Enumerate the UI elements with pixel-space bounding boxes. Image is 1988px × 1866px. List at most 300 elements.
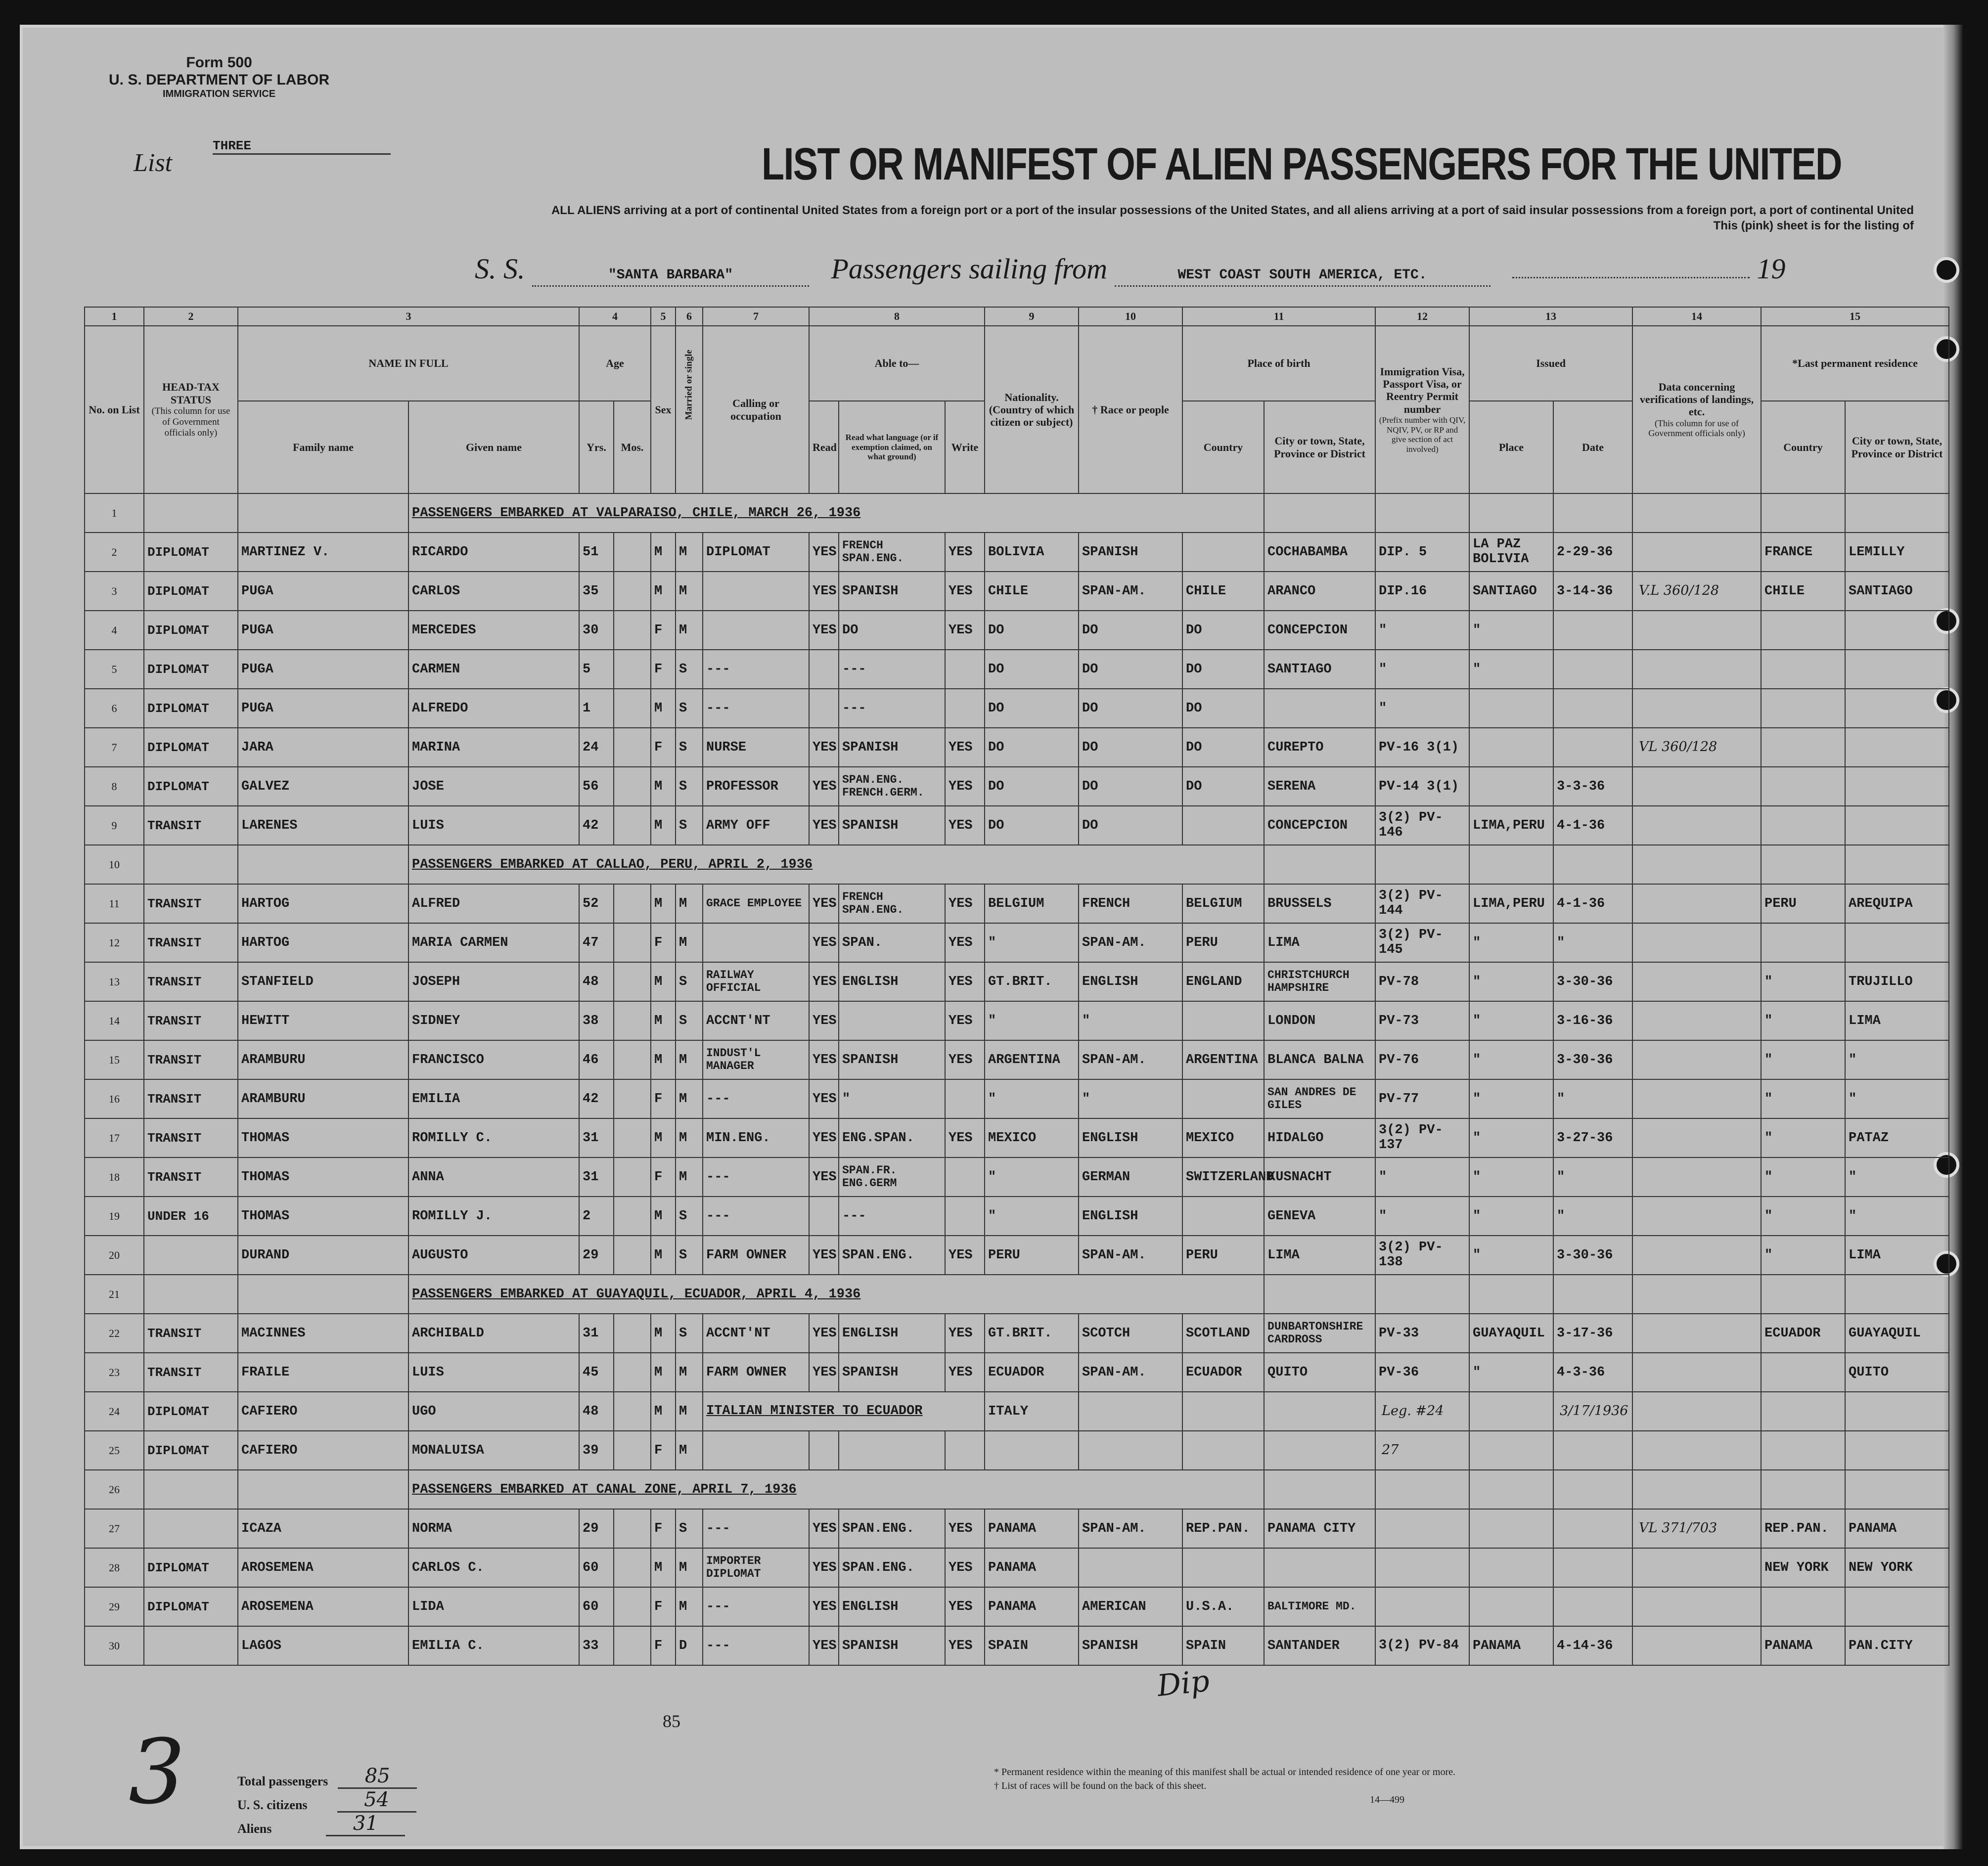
empty-cell [1553,1470,1632,1509]
write-cell: YES [945,1314,985,1353]
residence-city-cell: GUAYAQUIL [1845,1314,1949,1353]
row-number: 22 [85,1314,144,1353]
age-years-cell: 31 [579,1118,614,1157]
row-number: 17 [85,1118,144,1157]
read-language-cell: ENG.SPAN. [839,1118,945,1157]
age-years-cell: 42 [579,806,614,845]
empty-cell [1375,845,1469,884]
nationality-cell: PANAMA [985,1509,1079,1548]
marital-status-cell: S [676,806,703,845]
birth-country-cell: BELGIUM [1182,884,1264,923]
sex-cell: M [651,1392,676,1431]
col-read: Read [809,401,839,493]
residence-city-cell: " [1845,1079,1949,1118]
marital-status-cell: M [676,1157,703,1197]
passenger-row [85,1118,1949,1157]
col-last-residence: *Last permanent residence [1761,326,1949,401]
given-name-cell: LIDA [408,1587,579,1626]
residence-city-cell [1845,689,1949,728]
handwritten-note: VL 360/128 [1639,739,1717,755]
age-years-cell: 2 [579,1197,614,1236]
residence-country-cell: REP.PAN. [1761,1509,1845,1548]
family-name-cell: THOMAS [238,1118,408,1157]
occupation-cell: PROFESSOR [703,767,809,806]
issued-place-cell: " [1469,1236,1553,1275]
column-number: 3 [238,307,579,326]
empty-cell [1845,1470,1949,1509]
read-cell: YES [809,1001,839,1040]
col-place-of-birth: Place of birth [1182,326,1375,401]
empty-cell [1375,1470,1469,1509]
residence-country-cell [1761,1353,1845,1392]
issued-place-cell: PANAMA [1469,1626,1553,1665]
birth-country-cell: U.S.A. [1182,1587,1264,1626]
head-tax-cell: DIPLOMAT [144,611,238,650]
issued-place-cell: LIMA,PERU [1469,884,1553,923]
age-months-cell [614,689,651,728]
visa-cell [1375,1509,1469,1548]
sailing-label: Passengers sailing from [831,253,1108,285]
nationality-cell: DO [985,728,1079,767]
family-name-cell: MACINNES [238,1314,408,1353]
empty-cell [144,845,238,884]
head-tax-cell: DIPLOMAT [144,689,238,728]
age-months-cell [614,767,651,806]
given-name-cell: MERCEDES [408,611,579,650]
family-name-cell: PUGA [238,611,408,650]
col-visa-title: Immigration Visa, Passport Visa, or Reentry Permit number [1380,365,1465,415]
residence-country-cell: " [1761,1197,1845,1236]
age-months-cell [614,1587,651,1626]
family-name-cell: PUGA [238,689,408,728]
family-name-cell: PUGA [238,650,408,689]
passenger-row [85,1509,1949,1548]
family-name-cell: THOMAS [238,1197,408,1236]
us-citizens-label: U. S. citizens [237,1798,308,1812]
age-months-cell [614,1001,651,1040]
issued-date-cell [1553,611,1632,650]
race-cell: DO [1079,611,1182,650]
nationality-cell: MEXICO [985,1118,1079,1157]
age-years-cell: 52 [579,884,614,923]
col-nationality: Nationality. (Country of which citizen or subject) [985,326,1079,493]
footnote-residence: * Permanent residence within the meaning of this manifest shall be actual or intended residence of one year or more. [994,1767,1456,1777]
read-language-cell: SPAN. [839,923,945,962]
birth-country-cell: PERU [1182,923,1264,962]
age-years-cell: 56 [579,767,614,806]
head-tax-cell: DIPLOMAT [144,650,238,689]
header-row-1 [85,326,1949,401]
read-language-cell: SPAN.ENG. [839,1548,945,1587]
issued-place-cell: GUAYAQUIL [1469,1314,1553,1353]
family-name-cell: AROSEMENA [238,1548,408,1587]
row-number: 19 [85,1197,144,1236]
read-cell: YES [809,1040,839,1079]
given-name-cell: SIDNEY [408,1001,579,1040]
head-tax-cell: TRANSIT [144,1001,238,1040]
col-family-name: Family name [238,401,408,493]
occupation-cell: ARMY OFF [703,806,809,845]
col-no-on-list: No. on List [85,326,144,493]
age-years-cell: 48 [579,1392,614,1431]
landing-data-cell [1632,1118,1761,1157]
head-tax-cell: TRANSIT [144,962,238,1001]
age-months-cell [614,962,651,1001]
age-years-cell: 60 [579,1548,614,1587]
residence-country-cell: ECUADOR [1761,1314,1845,1353]
write-cell [945,1431,985,1470]
passenger-row [85,1040,1949,1079]
residence-country-cell: PERU [1761,884,1845,923]
family-name-cell: PUGA [238,572,408,611]
marital-status-cell: M [676,1392,703,1431]
nationality-cell: DO [985,806,1079,845]
age-months-cell [614,1548,651,1587]
issued-date-cell [1553,1431,1632,1470]
nationality-cell: DO [985,767,1079,806]
given-name-cell: ARCHIBALD [408,1314,579,1353]
passenger-row [85,923,1949,962]
birth-city-cell: KUSNACHT [1264,1157,1375,1197]
landing-data-cell [1632,1587,1761,1626]
aliens-row [237,1813,417,1836]
empty-cell [1469,1275,1553,1314]
residence-city-cell: LIMA [1845,1001,1949,1040]
col-married-label: Married or single [683,349,694,420]
birth-city-cell: GENEVA [1264,1197,1375,1236]
handwritten-note: V.L 360/128 [1639,583,1719,598]
read-cell: YES [809,962,839,1001]
visa-cell: PV-36 [1375,1353,1469,1392]
issued-date-cell [1553,1587,1632,1626]
form-number: Form 500 [186,54,252,71]
head-tax-cell [144,1509,238,1548]
row-number: 3 [85,572,144,611]
section-row [85,845,1949,884]
birth-city-cell [1264,689,1375,728]
issued-date-cell: " [1553,923,1632,962]
race-cell: FRENCH [1079,884,1182,923]
age-months-cell [614,1236,651,1275]
col-head-tax [144,326,238,493]
col-birth-city: City or town, State, Province or District [1264,401,1375,493]
age-months-cell [614,1040,651,1079]
row-number: 18 [85,1157,144,1197]
sex-cell: F [651,1509,676,1548]
occupation-cell: DIPLOMAT [703,533,809,572]
head-tax-cell: DIPLOMAT [144,1392,238,1431]
marital-status-cell: S [676,1001,703,1040]
birth-city-cell: QUITO [1264,1353,1375,1392]
age-years-cell: 29 [579,1509,614,1548]
row-number: 16 [85,1079,144,1118]
residence-country-cell: PANAMA [1761,1626,1845,1665]
landing-data-cell [1632,1509,1761,1548]
race-cell: SPAN-AM. [1079,1353,1182,1392]
row-number: 8 [85,767,144,806]
col-race: † Race or people [1079,326,1182,493]
visa-cell: 3(2) PV-146 [1375,806,1469,845]
birth-city-cell: LONDON [1264,1001,1375,1040]
visa-cell: " [1375,650,1469,689]
occupation-cell: --- [703,1587,809,1626]
race-cell [1079,1392,1182,1431]
visa-cell: 3(2) PV-145 [1375,923,1469,962]
us-citizens-value: 54 [337,1788,416,1813]
birth-city-cell: CUREPTO [1264,728,1375,767]
col-issued-date: Date [1553,401,1632,493]
birth-country-cell [1182,533,1264,572]
occupation-cell [703,611,809,650]
birth-country-cell [1182,1079,1264,1118]
sailing-from: WEST COAST SOUTH AMERICA, ETC. [1177,267,1427,283]
head-tax-cell [144,1626,238,1665]
marital-status-cell: S [676,650,703,689]
marital-status-cell: S [676,1236,703,1275]
given-name-cell: ROMILLY J. [408,1197,579,1236]
visa-cell: PV-78 [1375,962,1469,1001]
head-tax-cell: TRANSIT [144,1040,238,1079]
empty-cell [1632,845,1761,884]
landing-data-cell [1632,1548,1761,1587]
landing-data-cell [1632,806,1761,845]
subtitle-line-2: This (pink) sheet is for the listing of [1713,219,1914,233]
occupation-cell: --- [703,1197,809,1236]
sex-cell: F [651,611,676,650]
nationality-cell: SPAIN [985,1626,1079,1665]
head-tax-cell: TRANSIT [144,1118,238,1157]
residence-country-cell: " [1761,1001,1845,1040]
marital-status-cell: M [676,884,703,923]
visa-cell [1375,1548,1469,1587]
marital-status-cell: D [676,1626,703,1665]
family-name-cell: STANFIELD [238,962,408,1001]
marital-status-cell: S [676,689,703,728]
age-months-cell [614,728,651,767]
column-number: 1 [85,307,144,326]
service-name: IMMIGRATION SERVICE [162,89,276,99]
birth-city-cell: ARANCO [1264,572,1375,611]
row-number: 6 [85,689,144,728]
residence-city-cell [1845,767,1949,806]
empty-cell [1845,1275,1949,1314]
marital-status-cell: M [676,1079,703,1118]
row-number: 11 [85,884,144,923]
form-code: 14—499 [1370,1794,1404,1805]
race-cell: SPAN-AM. [1079,1236,1182,1275]
occupation-cell: FARM OWNER [703,1236,809,1275]
visa-cell: 3(2) PV-137 [1375,1118,1469,1157]
read-language-cell: ENGLISH [839,1587,945,1626]
row-number: 14 [85,1001,144,1040]
sex-cell: M [651,572,676,611]
empty-cell [238,1275,408,1314]
landing-data-cell [1632,728,1761,767]
empty-cell [1264,845,1375,884]
visa-cell [1375,1392,1469,1431]
read-language-cell: SPANISH [839,806,945,845]
visa-cell: PV-77 [1375,1079,1469,1118]
read-cell: YES [809,884,839,923]
empty-cell [1845,845,1949,884]
birth-city-cell: SAN ANDRES DE GILES [1264,1079,1375,1118]
marital-status-cell: M [676,572,703,611]
nationality-cell: DO [985,611,1079,650]
passenger-row [85,1626,1949,1665]
passenger-row [85,767,1949,806]
write-cell: YES [945,806,985,845]
age-months-cell [614,1392,651,1431]
passenger-row [85,1587,1949,1626]
birth-city-cell: COCHABAMBA [1264,533,1375,572]
col-birth-country: Country [1182,401,1264,493]
row-number: 23 [85,1353,144,1392]
race-cell: DO [1079,650,1182,689]
age-months-cell [614,1626,651,1665]
empty-cell [1761,493,1845,533]
row-number: 24 [85,1392,144,1431]
birth-city-cell: SANTANDER [1264,1626,1375,1665]
birth-country-cell [1182,1431,1264,1470]
age-months-cell [614,1118,651,1157]
write-cell: YES [945,1118,985,1157]
footnotes [994,1765,1455,1807]
issued-place-cell [1469,689,1553,728]
total-passengers-value: 85 [338,1765,417,1789]
read-cell: YES [809,1157,839,1197]
residence-country-cell [1761,1431,1845,1470]
read-cell: YES [809,1079,839,1118]
read-cell: YES [809,1626,839,1665]
nationality-cell: GT.BRIT. [985,962,1079,1001]
issued-date-cell: 3-30-36 [1553,1040,1632,1079]
age-months-cell [614,650,651,689]
handwritten-note: Leg. #24 [1382,1403,1444,1419]
given-name-cell: LUIS [408,1353,579,1392]
family-name-cell: LAGOS [238,1626,408,1665]
race-cell: DO [1079,767,1182,806]
race-cell: DO [1079,728,1182,767]
read-cell: YES [809,1548,839,1587]
landing-data-cell [1632,1197,1761,1236]
visa-cell: " [1375,611,1469,650]
residence-country-cell: " [1761,1157,1845,1197]
us-citizens-row [237,1789,417,1813]
given-name-cell: ALFRED [408,884,579,923]
family-name-cell: GALVEZ [238,767,408,806]
family-name-cell: THOMAS [238,1157,408,1197]
birth-city-cell: HIDALGO [1264,1118,1375,1157]
birth-country-cell: PERU [1182,1236,1264,1275]
birth-country-cell [1182,1548,1264,1587]
marital-status-cell: M [676,611,703,650]
empty-cell [1632,1275,1761,1314]
birth-country-cell: SPAIN [1182,1626,1264,1665]
visa-cell: 3(2) PV-84 [1375,1626,1469,1665]
read-language-cell: --- [839,650,945,689]
issued-place-cell [1469,1587,1553,1626]
write-cell: YES [945,884,985,923]
empty-cell [1761,1470,1845,1509]
write-cell [945,1079,985,1118]
write-cell: YES [945,611,985,650]
issued-date-cell [1553,650,1632,689]
head-tax-cell: TRANSIT [144,923,238,962]
col-name-in-full: NAME IN FULL [238,326,579,401]
occupation-cell [703,572,809,611]
landing-data-cell [1632,650,1761,689]
residence-city-cell: " [1845,1157,1949,1197]
visa-cell: " [1375,1157,1469,1197]
occupation-cell: ACCNT'NT [703,1001,809,1040]
race-cell: ENGLISH [1079,962,1182,1001]
issued-date-cell: " [1553,1197,1632,1236]
family-name-cell: FRAILE [238,1353,408,1392]
given-name-cell: RICARDO [408,533,579,572]
given-name-cell: CARLOS C. [408,1548,579,1587]
race-cell: AMERICAN [1079,1587,1182,1626]
issued-place-cell [1469,767,1553,806]
column-number: 9 [985,307,1079,326]
marital-status-cell: M [676,1431,703,1470]
residence-city-cell: PAN.CITY [1845,1626,1949,1665]
write-cell: YES [945,1001,985,1040]
empty-cell [1375,493,1469,533]
marital-status-cell: S [676,962,703,1001]
nationality-cell: CHILE [985,572,1079,611]
sex-cell: M [651,689,676,728]
page-number: 85 [663,1711,680,1731]
sex-cell: M [651,884,676,923]
birth-city-cell: BRUSSELS [1264,884,1375,923]
row-number: 4 [85,611,144,650]
col-sex: Sex [651,326,676,493]
race-cell: DO [1079,806,1182,845]
issued-date-cell [1553,689,1632,728]
residence-city-cell [1845,806,1949,845]
year-label: 19 [1757,253,1786,285]
marital-status-cell: M [676,533,703,572]
read-language-cell: SPANISH [839,728,945,767]
passenger-row [85,962,1949,1001]
residence-country-cell [1761,611,1845,650]
visa-cell: 3(2) PV-144 [1375,884,1469,923]
landing-data-cell [1632,1040,1761,1079]
department-name: U. S. DEPARTMENT OF LABOR [109,71,330,88]
race-cell: GERMAN [1079,1157,1182,1197]
read-cell: YES [809,1236,839,1275]
birth-country-cell: DO [1182,767,1264,806]
age-months-cell [614,1197,651,1236]
read-language-cell: SPANISH [839,1626,945,1665]
visa-cell: PV-33 [1375,1314,1469,1353]
col-mos: Mos. [614,401,651,493]
col-married [676,326,703,493]
given-name-cell: NORMA [408,1509,579,1548]
age-years-cell: 24 [579,728,614,767]
given-name-cell: MARINA [408,728,579,767]
issued-date-cell: 3-16-36 [1553,1001,1632,1040]
given-name-cell: EMILIA [408,1079,579,1118]
age-years-cell: 45 [579,1353,614,1392]
residence-country-cell: CHILE [1761,572,1845,611]
read-language-cell: ENGLISH [839,1314,945,1353]
birth-country-cell [1182,1197,1264,1236]
birth-country-cell: DO [1182,728,1264,767]
race-cell: SPAN-AM. [1079,1509,1182,1548]
passenger-row [85,1548,1949,1587]
race-cell: ENGLISH [1079,1118,1182,1157]
